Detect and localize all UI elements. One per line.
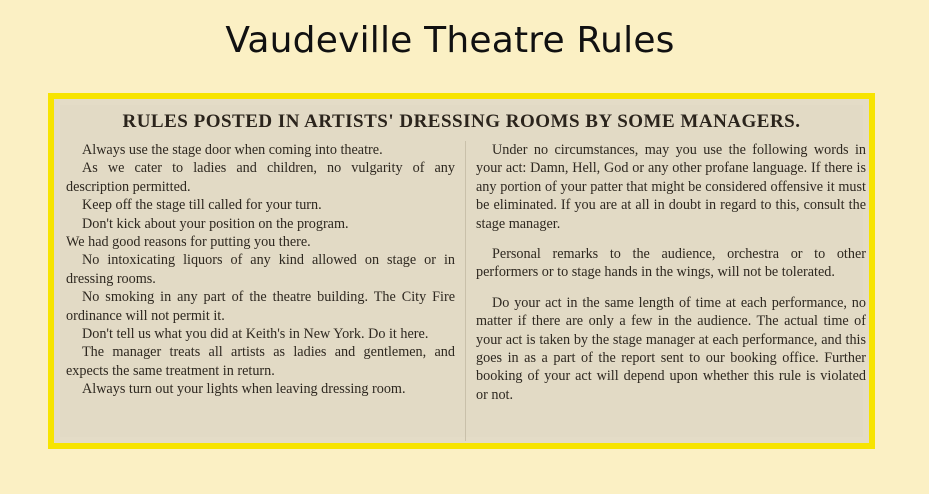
- rules-left-column: [66, 141, 455, 399]
- column-divider: [465, 141, 466, 441]
- rules-right-column: [476, 141, 866, 416]
- rule-paragraph: The manager treats all artists as ladies and gentlemen, and expects the same treatment in return.: [66, 344, 455, 379]
- rule-paragraph: No smoking in any part of the theatre building. The City Fire ordinance will not permit it.: [66, 289, 455, 324]
- rule-paragraph: No intoxicating liquors of any kind allowed on stage or in dressing rooms.: [66, 252, 455, 287]
- newspaper-clipping: [48, 93, 875, 449]
- rule-paragraph: Do your act in the same length of time at each performance, no matter if there are only a few in the audience. The actual time of your act is taken by the stage manager at each performance, and this goes in as a part of the report sent to our booking office. Further booking of your act will depend upon whether this rule is violated or not.: [476, 294, 866, 403]
- clipping-heading: RULES POSTED IN ARTISTS' DRESSING ROOMS BY SOME MANAGERS.: [122, 111, 801, 132]
- rule-paragraph: Don't tell us what you did at Keith's in New York. Do it here.: [82, 326, 429, 343]
- rule-paragraph: Under no circumstances, may you use the following words in your act: Damn, Hell, God or any other profane language. If there is any portion of your patter that might be considered offensive it must be eliminated. If you are at all in doubt in regard to this, consult the stage manager.: [476, 142, 866, 232]
- clipping-paper: [60, 105, 866, 437]
- slide-title: Vaudeville Theatre Rules: [225, 20, 675, 61]
- rule-paragraph: Always turn out your lights when leaving dressing room.: [82, 381, 406, 398]
- rule-paragraph: Personal remarks to the audience, orchestra or to other performers or to stage hands in the wings, will not be tolerated.: [476, 246, 866, 281]
- rule-paragraph: Keep off the stage till called for your turn.: [82, 197, 322, 214]
- rule-paragraph: We had good reasons for putting you there.: [66, 234, 311, 251]
- rule-paragraph: As we cater to ladies and children, no vulgarity of any description permitted.: [66, 160, 455, 195]
- rule-paragraph: Always use the stage door when coming into theatre.: [82, 142, 383, 158]
- rule-paragraph: Don't kick about your position on the program.: [82, 215, 349, 232]
